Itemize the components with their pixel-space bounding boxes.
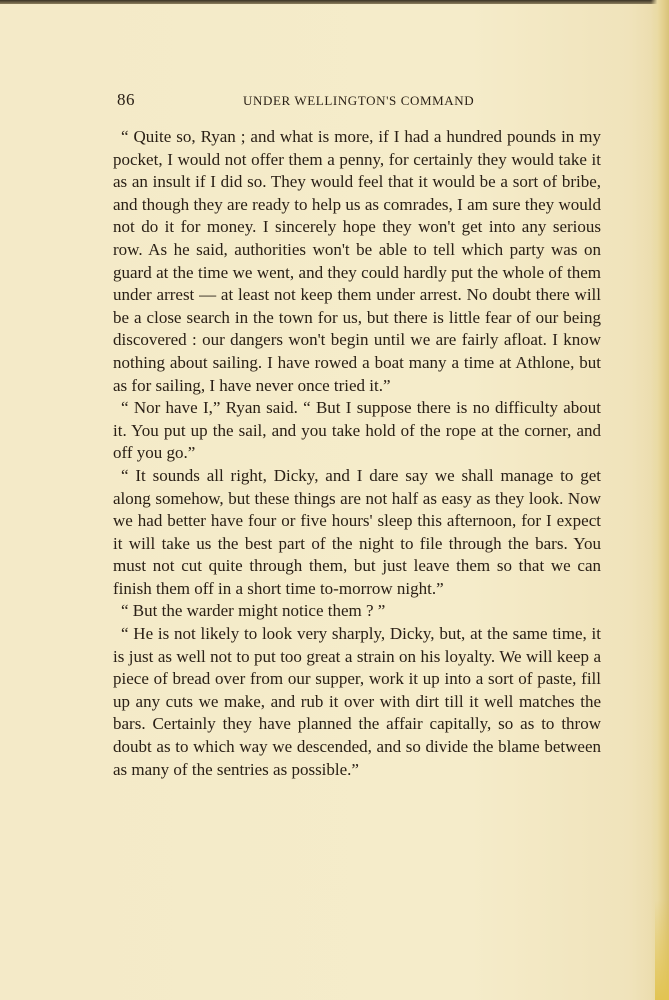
paragraph: “ He is not likely to look very sharply, Dicky, but, at the same time, it is just as well not to put too great a strain on his loyalty. We will keep a piece of bread over from our supper, work it up into a sort of paste, fill up any cuts we make, and rub it over with dirt till it well matches the bars. Certainly they have planned the affair capitally, so as to throw doubt as to which way we descended, and so divide the blame between as many of the sentries as possible.” bbox=[113, 624, 601, 779]
paragraph: “ Quite so, Ryan ; and what is more, if I had a hundred pounds in my pocket, I would not offer them a penny, for certainly they would take it as an insult if I did so. They would feel that it would be a sort of bribe, and though they are ready to help us as comrades, I am sure they would not do it for money. I sincerely hope they won't get into any serious row. As he said, authorities won't be able to tell which party was on guard at the time we went, and they could hardly put the whole of them under arrest — at least not keep them under arrest. No doubt there will be a close search in the town for us, but there is little fear of our being discovered : our dangers won't begin until we are fairly afloat. I know nothing about sailing. I have rowed a boat many a time at Athlone, but as for sailing, I have never once tried it.” bbox=[113, 127, 601, 395]
running-head: UNDER WELLINGTON'S COMMAND bbox=[243, 93, 475, 108]
body-text bbox=[113, 126, 601, 781]
paragraph: “ But the warder might notice them ? ” bbox=[121, 601, 386, 621]
paragraph: “ Nor have I,” Ryan said. “ But I suppose there is no difficulty about it. You put up the sail, and you take hold of the rope at the corner, and off you go.” bbox=[113, 398, 601, 463]
page-corner-stain bbox=[655, 900, 669, 1000]
page-header bbox=[117, 90, 601, 112]
page-number: 86 bbox=[117, 90, 135, 109]
page-right-edge bbox=[651, 0, 669, 1000]
page-top-edge bbox=[0, 0, 669, 4]
paragraph: “ It sounds all right, Dicky, and I dare say we shall manage to get along somehow, but these things are not half as easy as they look. Now we had better have four or five hours' sleep this afternoon, for I expect it will take us the best part of the night to file through the bars. You must not cut quite through them, but just leave them so that we can finish them off in a short time to-morrow night.” bbox=[113, 465, 601, 598]
